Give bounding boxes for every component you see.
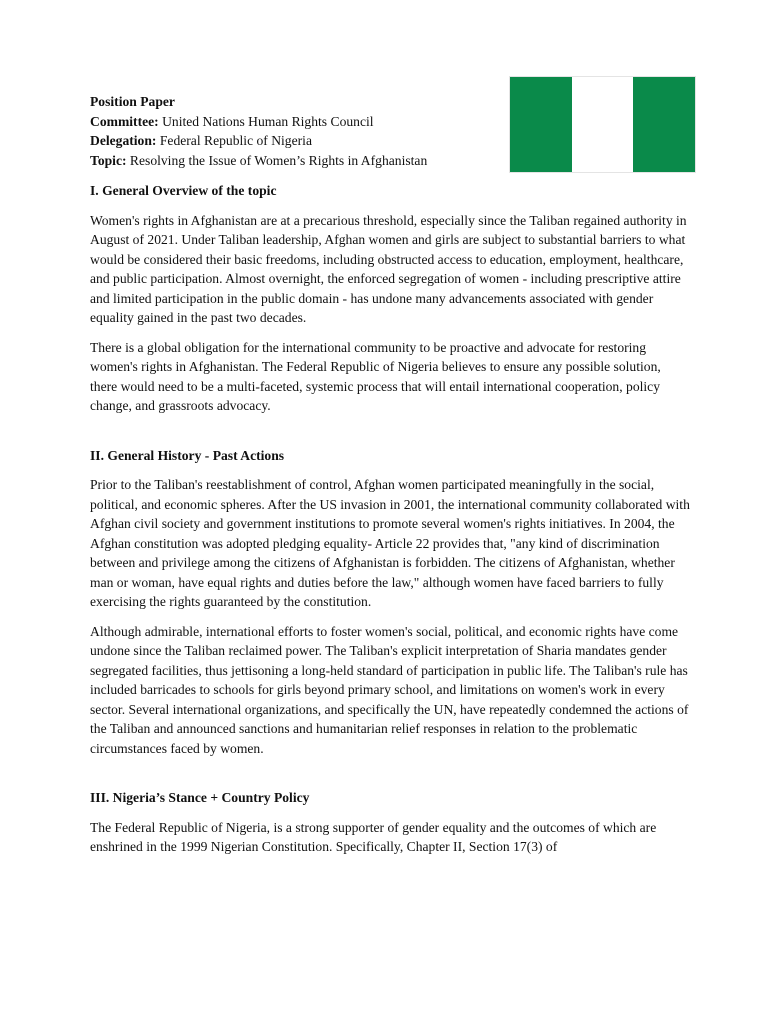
paper-title: Position Paper [90,94,175,109]
flag-green-stripe-left [510,77,572,172]
section-heading: III. Nigeria’s Stance + Country Policy [90,790,310,805]
paper-header [90,92,500,170]
paper-body [90,181,690,857]
committee-line: Committee: United Nations Human Rights Council [90,113,374,129]
delegation-line: Delegation: Federal Republic of Nigeria [90,133,312,148]
section-heading: II. General History - Past Actions [90,447,285,463]
paragraph: The Federal Republic of Nigeria, is a strong supporter of gender equality and the outcomes of which are enshrined in the 1999 Nigerian Constitution. Specifically, Chapter II, Section 17(3) of [90,819,657,854]
topic-line: Topic: Resolving the Issue of Women’s Rights in Afghanistan [90,152,428,168]
paragraph: Although admirable, international efforts to foster women's social, political, and economic rights have come undone since the Taliban reclaimed power. The Taliban's explicit interpretation of Sharia mandates gender segregated facilities, thus jettisoning a long-held standard of participation in public life. The Taliban's rule has included barricades to schools for girls beyond primary school, and limitations on women's work in every sector. Several international organizations, and specifically the UN, have repeatedly condemned the actions of the Taliban and announced sanctions and humanitarian relief responses in relation to the problematic circumstances faced by women. [90,623,689,756]
paragraph: Women's rights in Afghanistan are at a precarious threshold, especially since the Taliban regained authority in August of 2021. Under Taliban leadership, Afghan women and girls are subject to substantial barriers to what would be considered their basic freedoms, including obstructed access to education, employment, healthcare, and public participation. Almost overnight, the enforced segregation of women - including prescriptive attire and limited participation in the public domain - has undone many advancements associated with gender equality gained in the past two decades. [90,212,687,325]
flag-white-stripe [572,77,633,172]
paragraph: Prior to the Taliban's reestablishment of control, Afghan women participated meaningfully in the social, political, and economic spheres. After the US invasion in 2001, the international community collaborated with Afghan civil society and government institutions to promote several women's rights initiatives. In 2004, the Afghan constitution was adopted pledging equality- Article 22 provides that, "any kind of discrimination between and privilege among the citizens of Afghanistan is forbidden. The citizens of Afghanistan, whether man or woman, have equal rights and duties before the law," although women have faced barriers to fully exercising the rights guaranteed by the constitution. [90,477,690,609]
nigeria-flag [509,76,696,173]
flag-green-stripe-right [633,77,695,172]
section-heading: I. General Overview of the topic [90,183,277,198]
paragraph: There is a global obligation for the international community to be proactive and advocate for restoring women's rights in Afghanistan. The Federal Republic of Nigeria believes to ensure any possible solution, there would need to be a multi-faceted, systemic process that will entail international cooperation, policy change, and grassroots advocacy. [90,339,661,413]
